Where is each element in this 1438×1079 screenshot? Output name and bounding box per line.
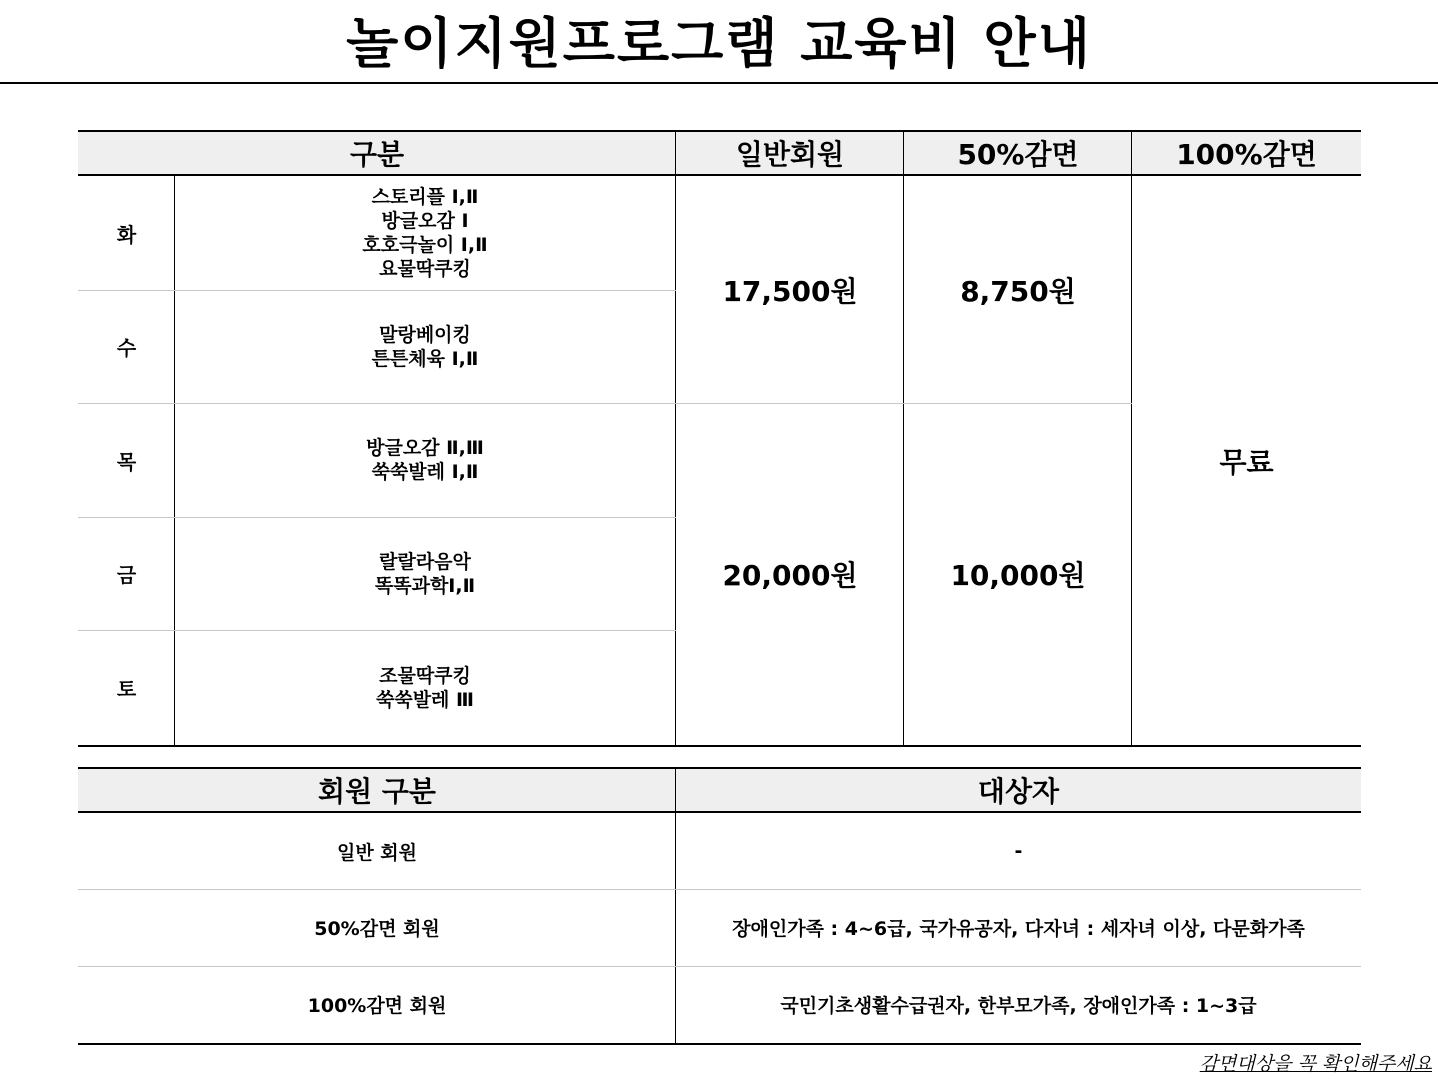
program-item: 방글오감 Ⅱ,Ⅲ: [366, 437, 484, 459]
program-item: 랄랄라음악: [379, 550, 471, 573]
program-item: 스토리플 Ⅰ,Ⅱ: [371, 186, 479, 208]
day-thursday: 목: [116, 449, 137, 474]
program-item: 튼튼체육 Ⅰ,Ⅱ: [371, 347, 479, 370]
header-member-type: 회원 구분: [78, 769, 676, 813]
program-list: [175, 290, 675, 403]
fee-table: [78, 130, 1361, 747]
day-friday: 금: [116, 563, 137, 587]
title-divider: [0, 82, 1438, 84]
program-list: [175, 517, 675, 630]
program-list: [175, 630, 675, 745]
day-tuesday: 화: [116, 222, 137, 247]
program-item: 요물딱쿠킹: [379, 258, 471, 280]
program-item: 말랑베이킹: [379, 323, 471, 346]
member-target-general: -: [1014, 840, 1023, 862]
day-wednesday: 수: [116, 336, 137, 360]
price-general-group2: 20,000원: [722, 559, 858, 592]
header-category: 구분: [78, 132, 676, 176]
program-item: 똑똑과학Ⅰ,Ⅱ: [374, 574, 476, 597]
column-divider: [903, 132, 904, 176]
member-table: [78, 767, 1361, 1045]
header-general: 일반회원: [676, 132, 904, 176]
header-half: 50%감면: [904, 132, 1132, 176]
header-target: 대상자: [676, 769, 1361, 813]
column-divider: [1131, 132, 1132, 176]
price-half-group2: 10,000원: [950, 559, 1086, 592]
price-half-group1: 8,750원: [960, 274, 1076, 308]
member-target-free: 국민기초생활수급권자, 한부모가족, 장애인가족 : 1~3급: [780, 995, 1257, 1017]
price-free: 무료: [1219, 445, 1274, 479]
program-list: [175, 176, 675, 290]
member-type-general: 일반 회원: [336, 841, 418, 864]
program-item: 쑥쑥발레 Ⅰ,Ⅱ: [371, 461, 479, 483]
column-divider: [675, 132, 676, 176]
header-free: 100%감면: [1132, 132, 1361, 176]
program-list: [175, 403, 675, 517]
price-general-group1: 17,500원: [722, 274, 858, 308]
footnote: 감면대상을 꼭 확인해주세요: [1199, 1053, 1432, 1075]
member-target-half: 장애인가족 : 4~6급, 국가유공자, 다자녀 : 세자녀 이상, 다문화가족: [732, 918, 1305, 940]
program-item: 조물딱쿠킹: [379, 664, 471, 687]
day-saturday: 토: [116, 677, 137, 701]
member-type-half: 50%감면 회원: [314, 918, 440, 940]
member-type-free: 100%감면 회원: [307, 995, 447, 1017]
program-item: 쑥쑥발레 Ⅲ: [376, 688, 474, 711]
program-item: 호호극놀이 Ⅰ,Ⅱ: [362, 234, 488, 256]
page-title: 놀이지원프로그램 교육비 안내: [346, 12, 1092, 75]
program-item: 방글오감 Ⅰ: [381, 210, 469, 232]
